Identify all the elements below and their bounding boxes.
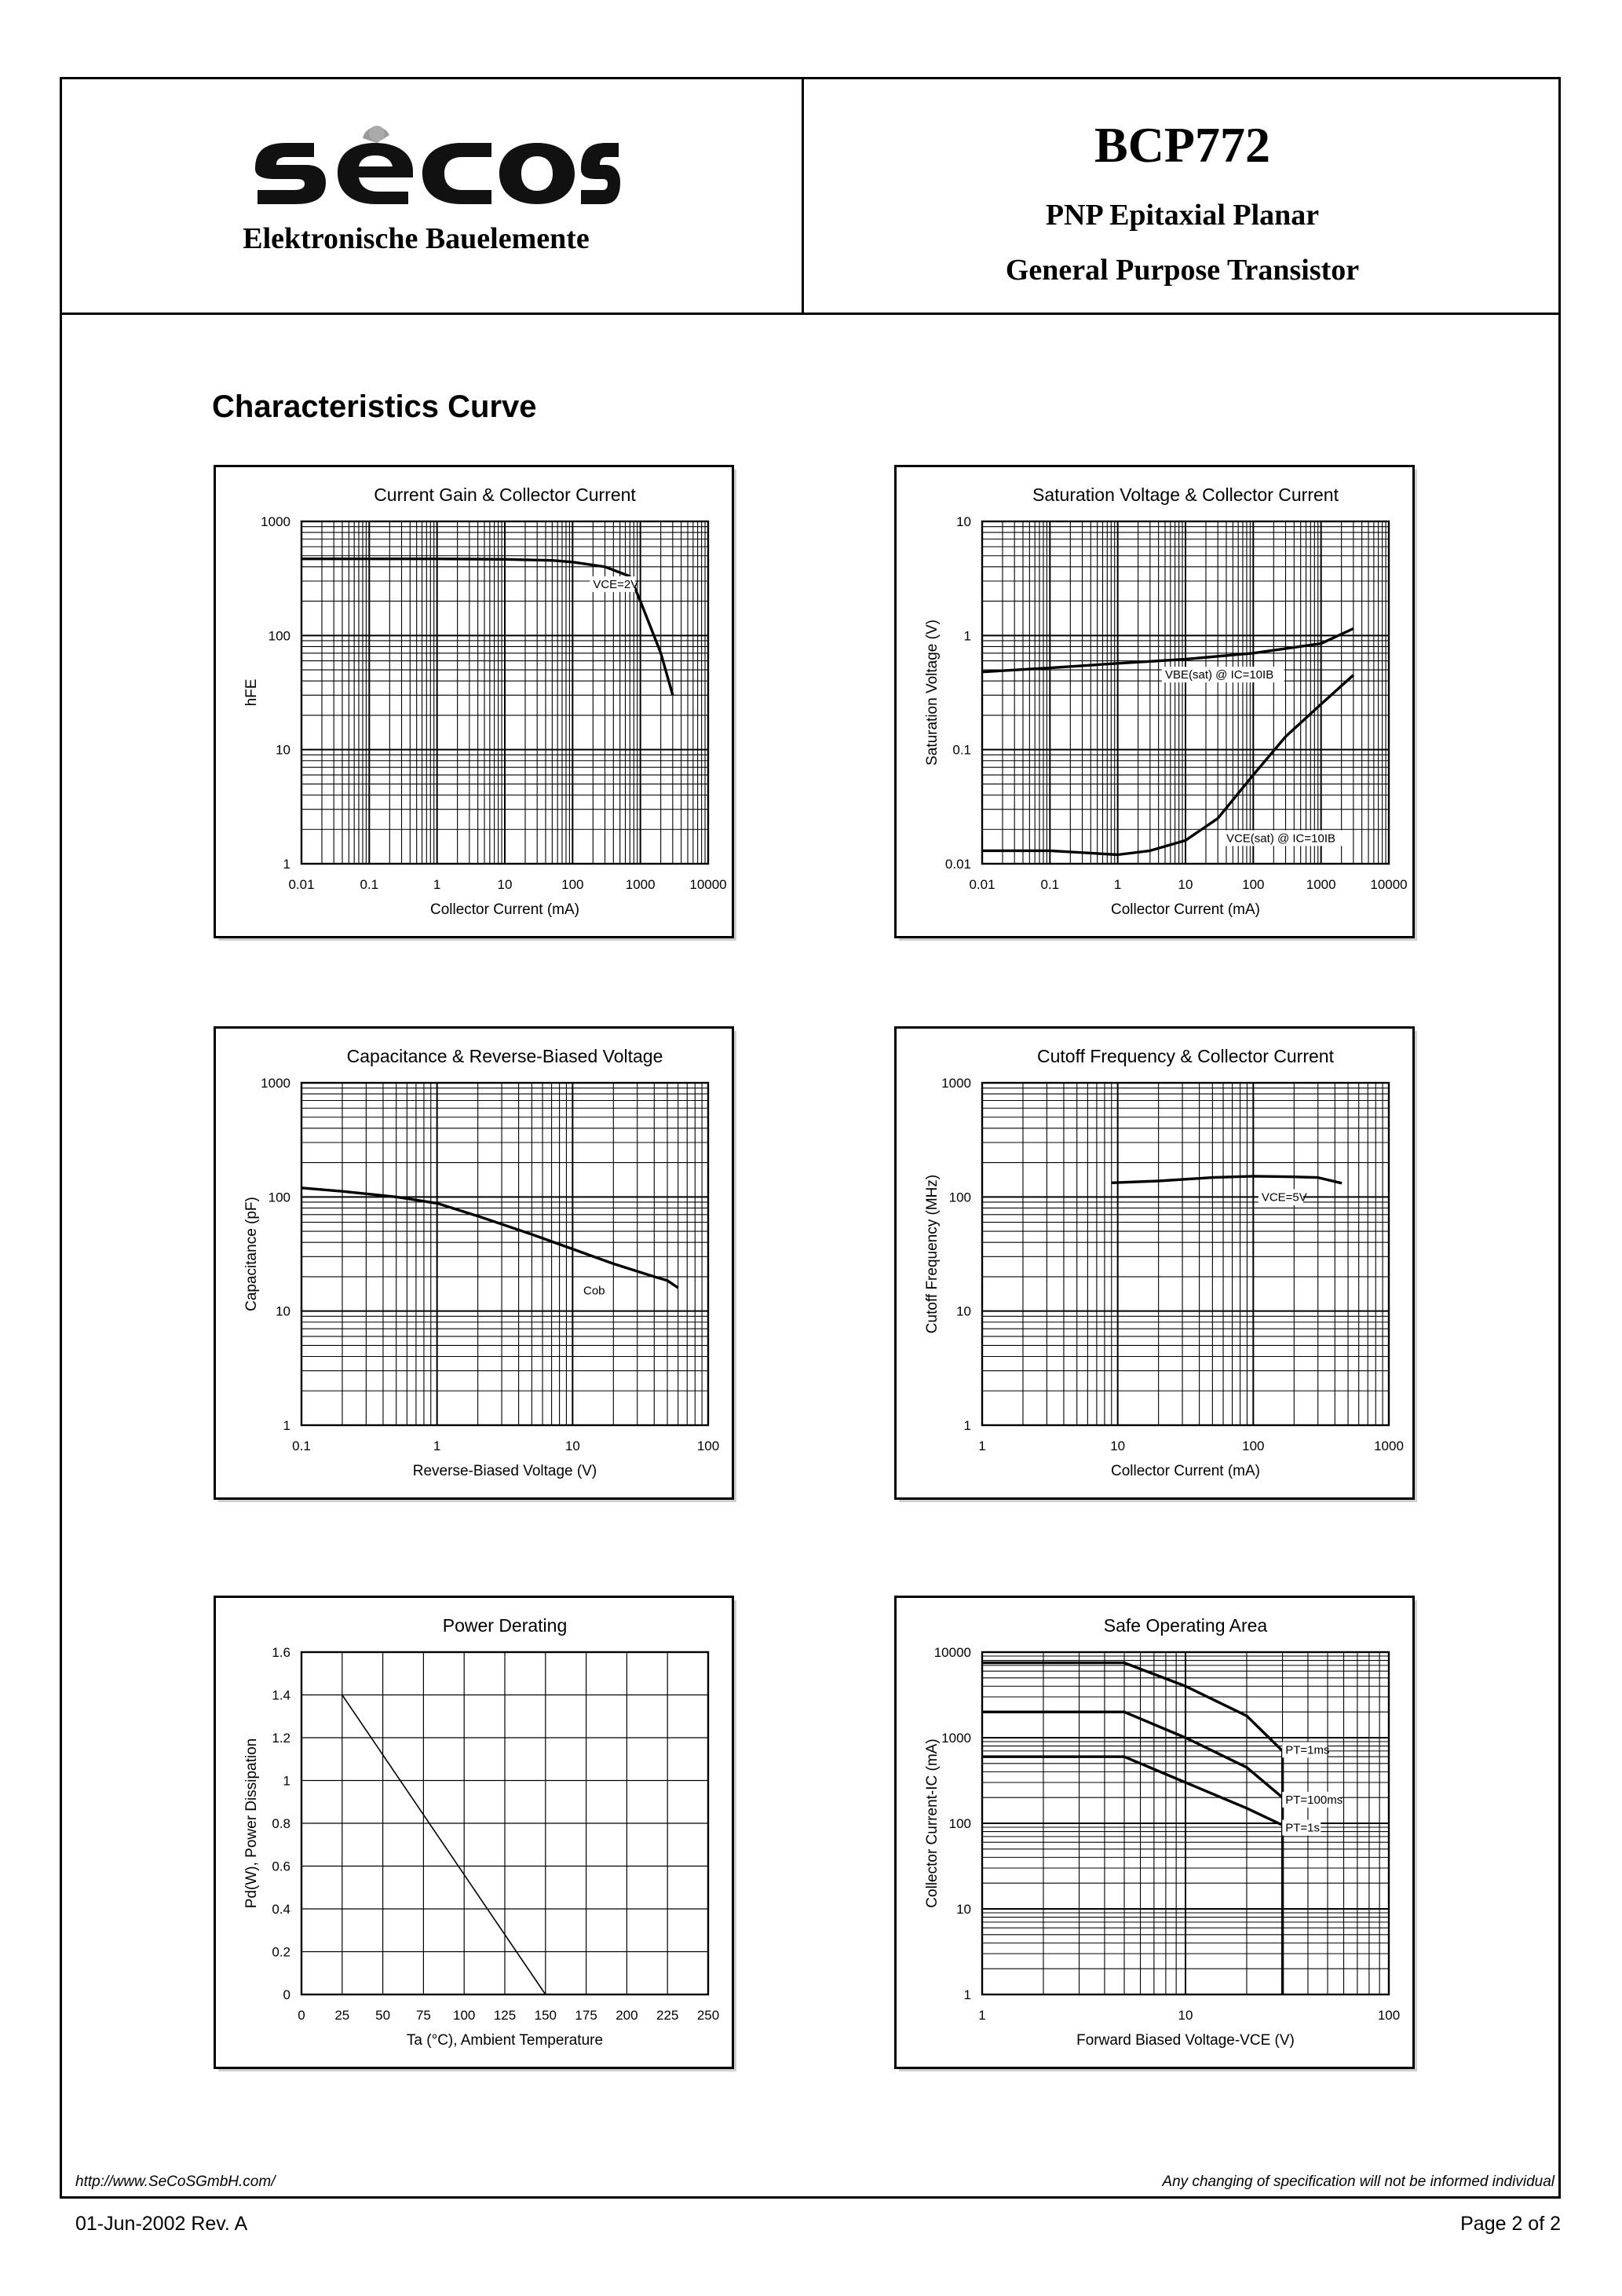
x-tick-label: 10	[1178, 877, 1193, 892]
footer-notice: Any changing of specification will not be informed individual	[1162, 2174, 1554, 2190]
description-line-2: General Purpose Transistor	[1005, 254, 1360, 287]
x-tick-label: 10	[1178, 2008, 1193, 2023]
chart-capacitance	[214, 1026, 738, 1504]
x-tick-label: 10000	[1370, 877, 1408, 892]
chart-svg	[214, 465, 738, 942]
footer-url[interactable]: http://www.SeCoSGmbH.com/	[75, 2174, 276, 2190]
x-tick-label: 100	[1242, 877, 1265, 892]
y-tick-label: 1.2	[272, 1731, 290, 1746]
annotation-label: Cob	[583, 1284, 605, 1298]
chart-svg	[894, 465, 1419, 942]
y-tick-label: 1	[283, 1418, 290, 1433]
x-tick-label: 75	[415, 2008, 431, 2023]
x-tick-label: 0.01	[288, 877, 315, 892]
chart-title: Capacitance & Reverse-Biased Voltage	[346, 1046, 663, 1066]
annotation-label: PT=1s	[1285, 1821, 1321, 1835]
company-name: Elektronische Bauelemente	[243, 222, 590, 255]
y-tick-label: 1	[963, 628, 971, 644]
x-tick-label: 0.1	[292, 1439, 311, 1453]
annotation-label: VBE(sat) @ IC=10IB	[1165, 668, 1274, 682]
y-tick-label: 10	[276, 1303, 290, 1319]
chart-frame	[215, 1597, 733, 2068]
x-tick-label: 125	[493, 2008, 517, 2023]
x-tick-label: 10	[1110, 1439, 1126, 1453]
x-axis-label: Collector Current (mA)	[1110, 1463, 1261, 1479]
x-tick-label: 100	[561, 877, 584, 892]
y-axis-label: Collector Current-IC (mA)	[924, 1738, 941, 1908]
description-line-1: PNP Epitaxial Planar	[1045, 199, 1320, 232]
x-axis-label: Collector Current (mA)	[1110, 901, 1261, 918]
annotation-label: PT=100ms	[1285, 1793, 1343, 1807]
y-tick-label: 1000	[941, 1076, 971, 1091]
x-tick-label: 0.1	[360, 877, 379, 892]
x-axis-label: Ta (°C), Ambient Temperature	[406, 2032, 604, 2049]
x-tick-label: 0.1	[1040, 877, 1060, 892]
chart-svg	[894, 1026, 1419, 1504]
y-tick-label: 1000	[261, 514, 290, 529]
y-tick-label: 0.2	[272, 1944, 290, 1960]
footer-page-number: Page 2 of 2	[1460, 2213, 1561, 2235]
chart-svg	[214, 1026, 738, 1504]
chart-power-derating	[214, 1596, 738, 2073]
y-tick-label: 1.6	[272, 1645, 290, 1660]
x-tick-label: 150	[534, 2008, 557, 2023]
x-tick-label: 100	[1377, 2008, 1401, 2023]
x-tick-label: 100	[453, 2008, 476, 2023]
x-tick-label: 1000	[1374, 1439, 1404, 1453]
y-tick-label: 100	[268, 628, 290, 644]
y-tick-label: 10	[956, 1902, 971, 1917]
x-tick-label: 100	[696, 1439, 720, 1453]
chart-title: Saturation Voltage & Collector Current	[1032, 484, 1339, 505]
y-tick-label: 0.1	[952, 742, 971, 758]
y-tick-label: 0.4	[272, 1902, 290, 1917]
part-number: BCP772	[1094, 117, 1270, 173]
chart-frame	[215, 1028, 733, 1499]
x-tick-label: 50	[375, 2008, 391, 2023]
chart-svg	[894, 1596, 1419, 2073]
x-tick-label: 10	[564, 1439, 580, 1453]
company-logo	[251, 126, 620, 208]
x-tick-label: 10	[497, 877, 513, 892]
chart-frame	[896, 466, 1414, 938]
annotation-label: VCE=5V	[1261, 1190, 1307, 1205]
y-axis-label: hFE	[243, 678, 260, 707]
x-axis-label: Forward Biased Voltage-VCE (V)	[1076, 2032, 1295, 2049]
annotation-label: PT=1ms	[1285, 1743, 1330, 1757]
y-axis-label: Saturation Voltage (V)	[924, 620, 941, 766]
x-tick-label: 1000	[625, 877, 656, 892]
y-tick-label: 1	[283, 1773, 290, 1789]
chart-svg	[214, 1596, 738, 2073]
y-tick-label: 10000	[933, 1645, 971, 1660]
y-axis-label: Cutoff Frequency (MHz)	[924, 1174, 941, 1334]
y-tick-label: 1.4	[272, 1687, 290, 1703]
chart-grid	[982, 1652, 1389, 1994]
chart-title: Current Gain & Collector Current	[374, 484, 636, 505]
y-tick-label: 0.6	[272, 1859, 290, 1874]
y-tick-label: 10	[956, 1303, 971, 1319]
y-tick-label: 10	[276, 742, 290, 758]
chart-cutoff-frequency	[894, 1026, 1419, 1504]
y-tick-label: 0.01	[944, 857, 971, 872]
x-tick-label: 1	[978, 2008, 986, 2023]
y-axis-label: Capacitance (pF)	[243, 1197, 260, 1311]
y-tick-label: 1	[283, 857, 290, 872]
annotation-label: VCE=2V	[593, 578, 639, 592]
chart-title: Safe Operating Area	[1103, 1615, 1268, 1636]
footer-divider	[60, 2196, 1561, 2198]
y-tick-label: 0	[283, 1987, 290, 2002]
footer-date-revision: 01-Jun-2002 Rev. A	[75, 2213, 248, 2235]
y-tick-label: 1000	[941, 1731, 971, 1746]
annotation-label: VCE(sat) @ IC=10IB	[1226, 832, 1336, 846]
y-tick-label: 1000	[261, 1076, 290, 1091]
x-tick-label: 1000	[1306, 877, 1336, 892]
x-tick-label: 1	[1113, 877, 1122, 892]
y-tick-label: 100	[268, 1190, 290, 1205]
x-tick-label: 1	[433, 877, 441, 892]
section-title: Characteristics Curve	[212, 389, 537, 424]
chart-frame	[896, 1597, 1414, 2068]
chart-frame	[896, 1028, 1414, 1499]
x-tick-label: 100	[1242, 1439, 1265, 1453]
x-tick-label: 25	[334, 2008, 350, 2023]
chart-frame	[215, 466, 733, 938]
y-tick-label: 0.8	[272, 1816, 290, 1831]
chart-saturation-voltage	[894, 465, 1419, 942]
x-axis-label: Reverse-Biased Voltage (V)	[412, 1463, 597, 1479]
chart-title: Cutoff Frequency & Collector Current	[1037, 1046, 1334, 1066]
y-tick-label: 10	[956, 514, 971, 529]
x-tick-label: 0	[298, 2008, 305, 2023]
chart-current-gain	[214, 465, 738, 942]
y-axis-label: Pd(W), Power Dissipation	[243, 1738, 260, 1909]
x-tick-label: 0.01	[969, 877, 995, 892]
header-divider	[60, 313, 1561, 315]
y-tick-label: 1	[963, 1418, 971, 1433]
chart-title: Power Derating	[442, 1615, 568, 1636]
x-tick-label: 1	[978, 1439, 986, 1453]
x-tick-label: 225	[656, 2008, 679, 2023]
x-tick-label: 1	[433, 1439, 441, 1453]
y-tick-label: 100	[948, 1190, 971, 1205]
x-tick-label: 10000	[689, 877, 727, 892]
x-tick-label: 250	[696, 2008, 720, 2023]
y-tick-label: 100	[948, 1816, 971, 1831]
chart-safe-operating-area	[894, 1596, 1419, 2073]
x-axis-label: Collector Current (mA)	[429, 901, 580, 918]
x-tick-label: 200	[616, 2008, 638, 2023]
x-tick-label: 175	[575, 2008, 597, 2023]
y-tick-label: 1	[963, 1987, 971, 2002]
